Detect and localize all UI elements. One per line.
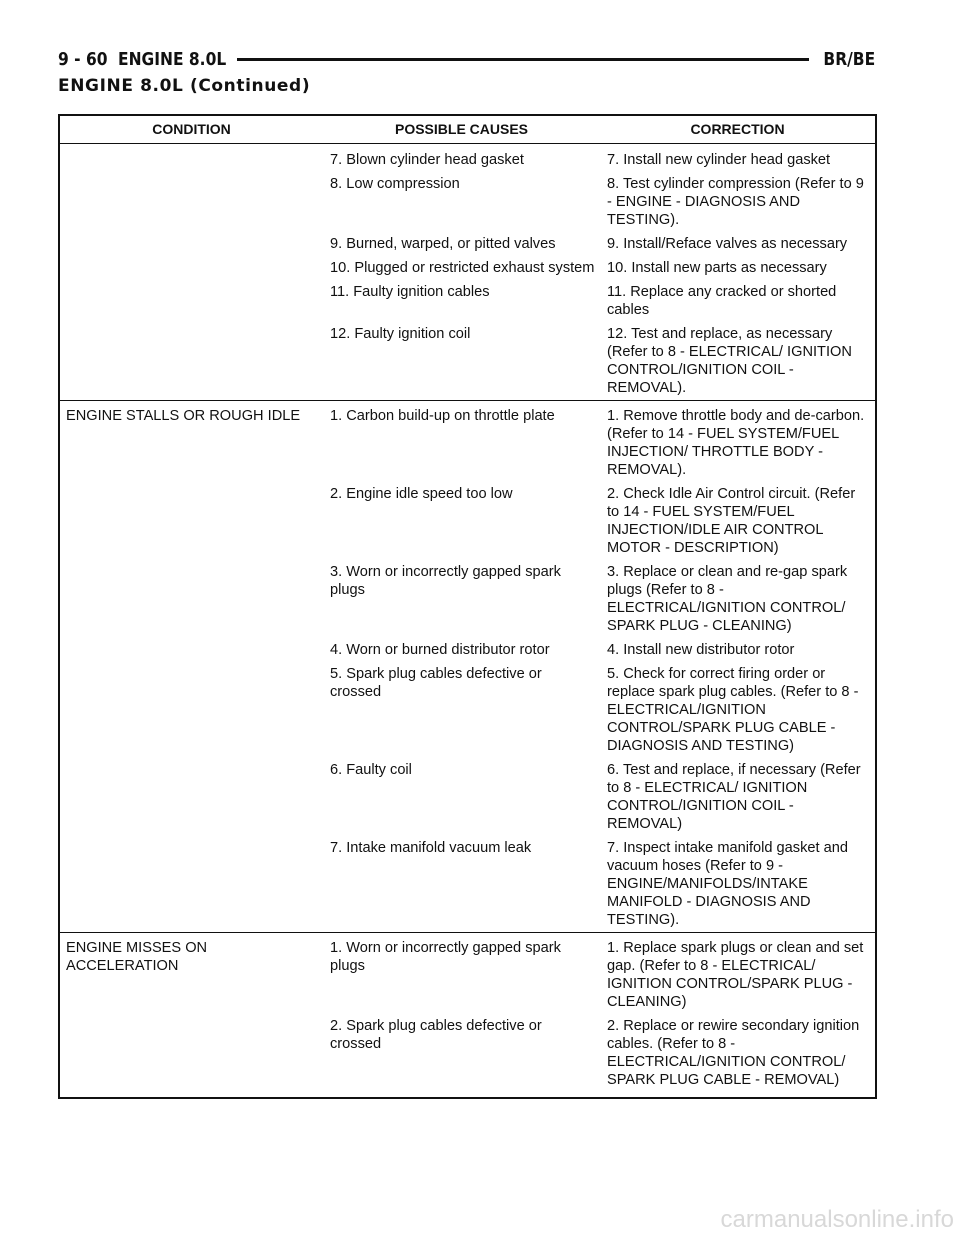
condition-cell [59, 836, 323, 933]
table-row [59, 401, 876, 483]
column-header-possible-causes: POSSIBLE CAUSES [323, 115, 600, 144]
table-row [59, 836, 876, 933]
table-row [59, 482, 876, 560]
watermark-text: carmanualsonline.info [720, 1206, 954, 1233]
possible-cause-cell: 12. Faulty ignition coil [330, 326, 471, 342]
correction-cell: 7. Inspect intake manifold gasket and vacuum hoses (Refer to 9 - ENGINE/MANIFOLDS/INTAKE MANIFOLD - DIAGNOSIS AND TESTING). [600, 836, 876, 933]
correction-cell: 5. Check for correct firing order or replace spark plug cables. (Refer to 8 - ELECTRICAL/IGNITION CONTROL/SPARK PLUG CABLE - DIAGNOSIS AND TESTING) [600, 662, 876, 758]
model-code: BR/BE [823, 48, 875, 70]
correction-cell: 1. Remove throttle body and de-carbon. (Refer to 14 - FUEL SYSTEM/FUEL INJECTION/ THROTTLE BODY - REMOVAL). [600, 401, 876, 483]
correction-cell: 9. Install/Reface valves as necessary [600, 232, 876, 256]
table-row [59, 758, 876, 836]
correction-cell: 2. Replace or rewire secondary ignition cables. (Refer to 8 - ELECTRICAL/IGNITION CONTROL/ SPARK PLUG CABLE - REMOVAL) [600, 1014, 876, 1098]
table-row [59, 1014, 876, 1098]
condition-cell [59, 1014, 323, 1098]
table-row [59, 232, 876, 256]
condition-cell [59, 322, 323, 401]
possible-cause-cell: 7. Blown cylinder head gasket [330, 152, 524, 168]
table-row [59, 280, 876, 322]
possible-cause-cell: 2. Spark plug cables defective or crossed [323, 1014, 600, 1098]
condition-cell [59, 482, 323, 560]
correction-cell: 1. Replace spark plugs or clean and set gap. (Refer to 8 - ELECTRICAL/ IGNITION CONTROL/SPARK PLUG - CLEANING) [600, 933, 876, 1015]
condition-cell [59, 758, 323, 836]
table-header-row [59, 115, 876, 144]
correction-cell: 4. Install new distributor rotor [600, 638, 876, 662]
table-row [59, 322, 876, 401]
possible-cause-cell: 9. Burned, warped, or pitted valves [330, 236, 556, 252]
table-row [59, 933, 876, 1015]
table-row [59, 144, 876, 173]
condition-cell [59, 638, 323, 662]
diagnosis-table [58, 114, 877, 1099]
correction-cell: 2. Check Idle Air Control circuit. (Refer to 14 - FUEL SYSTEM/FUEL INJECTION/IDLE AIR CONTROL MOTOR - DESCRIPTION) [600, 482, 876, 560]
table-body [59, 144, 876, 1099]
possible-cause-cell: 10. Plugged or restricted exhaust system [330, 260, 595, 276]
condition-cell [59, 144, 323, 173]
possible-cause-cell: 4. Worn or burned distributor rotor [330, 642, 550, 658]
condition-cell [59, 280, 323, 322]
possible-cause-cell: 1. Carbon build-up on throttle plate [323, 401, 600, 483]
table-row [59, 560, 876, 638]
possible-cause-cell: 2. Engine idle speed too low [330, 486, 513, 502]
correction-cell: 11. Replace any cracked or shorted cables [600, 280, 876, 322]
possible-cause-cell: 11. Faulty ignition cables [330, 284, 490, 300]
possible-cause-cell: 7. Intake manifold vacuum leak [330, 840, 532, 856]
condition-cell: ENGINE MISSES ON ACCELERATION [59, 933, 323, 1015]
possible-cause-cell: 1. Worn or incorrectly gapped spark plugs [323, 933, 600, 1015]
condition-cell [59, 560, 323, 638]
condition-cell [59, 172, 323, 232]
correction-cell: 7. Install new cylinder head gasket [600, 144, 876, 173]
correction-cell: 12. Test and replace, as necessary (Refer to 8 - ELECTRICAL/ IGNITION CONTROL/IGNITION COIL - REMOVAL). [600, 322, 876, 401]
possible-cause-cell: 5. Spark plug cables defective or crossed [330, 666, 542, 700]
table-row [59, 662, 876, 758]
correction-cell: 6. Test and replace, if necessary (Refer to 8 - ELECTRICAL/ IGNITION CONTROL/IGNITION COIL - REMOVAL) [600, 758, 876, 836]
table-row [59, 256, 876, 280]
table-row [59, 638, 876, 662]
correction-cell: 8. Test cylinder compression (Refer to 9 - ENGINE - DIAGNOSIS AND TESTING). [600, 172, 876, 232]
table-row [59, 172, 876, 232]
header-rule [237, 58, 808, 61]
possible-cause-cell: 6. Faulty coil [330, 762, 412, 778]
possible-cause-cell: 3. Worn or incorrectly gapped spark plugs [330, 564, 561, 598]
possible-cause-cell: 8. Low compression [330, 176, 460, 192]
condition-cell [59, 232, 323, 256]
column-header-correction: CORRECTION [600, 115, 876, 144]
page-header [58, 44, 875, 74]
condition-cell [59, 662, 323, 758]
correction-cell: 10. Install new parts as necessary [600, 256, 876, 280]
continued-title: ENGINE 8.0L (Continued) [58, 76, 311, 96]
column-header-condition: CONDITION [59, 115, 323, 144]
section-title: ENGINE 8.0L [117, 48, 226, 70]
page-number: 9 - 60 [58, 48, 108, 70]
correction-cell: 3. Replace or clean and re-gap spark plugs (Refer to 8 - ELECTRICAL/IGNITION CONTROL/ SPARK PLUG - CLEANING) [600, 560, 876, 638]
condition-cell [59, 256, 323, 280]
condition-cell: ENGINE STALLS OR ROUGH IDLE [59, 401, 323, 483]
